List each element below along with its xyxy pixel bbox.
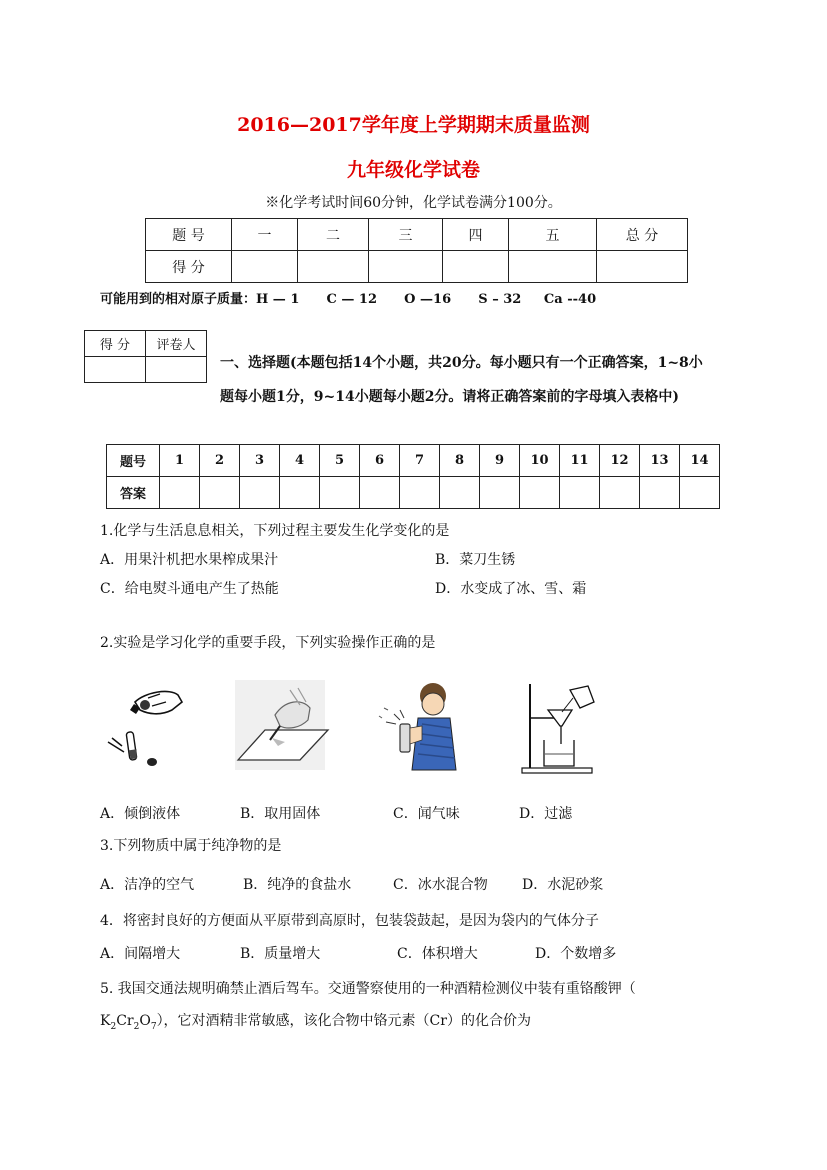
formula-k: K xyxy=(100,1013,111,1029)
answer-input-cell xyxy=(200,477,240,509)
question-5-rest: ），它对酒精非常敏感，该化合物中铬元素（Cr）的化合价为 xyxy=(156,1013,531,1029)
answer-table-label: 答案 xyxy=(107,477,160,509)
smelling-gas-icon xyxy=(378,680,468,775)
answer-number-cell: 11 xyxy=(560,445,600,477)
answer-number-cell: 10 xyxy=(520,445,560,477)
exam-note: ※化学考试时间60分钟，化学试卷满分100分。 xyxy=(265,195,562,211)
score-table-cell: 五 xyxy=(509,219,597,251)
score-input-cell xyxy=(509,251,597,283)
grader-score-cell xyxy=(85,357,146,383)
section-heading-line2: 题每小题1分，9~14小题每小题2分。请将正确答案前的字母填入表格中) xyxy=(220,389,680,405)
answer-table-label: 题号 xyxy=(107,445,160,477)
question-4-option-b: B．质量增大 xyxy=(240,946,321,962)
answer-input-cell xyxy=(280,477,320,509)
question-2-stem: 2.实验是学习化学的重要手段，下列实验操作正确的是 xyxy=(100,635,436,651)
score-table-cell: 四 xyxy=(443,219,509,251)
question-1-option-b: B．菜刀生锈 xyxy=(435,552,516,568)
answer-input-cell xyxy=(360,477,400,509)
score-table-cell: 三 xyxy=(369,219,443,251)
question-3-option-b: B．纯净的食盐水 xyxy=(243,877,352,893)
answer-input-cell xyxy=(520,477,560,509)
question-4-option-d: D．个数增多 xyxy=(535,946,617,962)
question-4-option-c: C．体积增大 xyxy=(397,946,478,962)
question-3-stem: 3.下列物质中属于纯净物的是 xyxy=(100,838,282,854)
answer-number-cell: 7 xyxy=(400,445,440,477)
question-2-option-a: A．倾倒液体 xyxy=(100,806,181,822)
score-table xyxy=(145,218,688,283)
grader-score-label: 得 分 xyxy=(85,331,146,357)
answer-input-cell xyxy=(600,477,640,509)
grader-label: 评卷人 xyxy=(146,331,207,357)
answer-number-cell: 8 xyxy=(440,445,480,477)
exam-title: 2016—2017学年度上学期期末质量监测 xyxy=(237,114,590,136)
question-5-line2 xyxy=(100,1010,531,1032)
section-heading-line1: 一、选择题(本题包括14个小题，共20分。每小题只有一个正确答案，1~8小 xyxy=(220,355,703,371)
grader-name-cell xyxy=(146,357,207,383)
score-input-cell xyxy=(298,251,369,283)
formula-cr: Cr xyxy=(116,1013,134,1029)
question-3-option-d: D．水泥砂浆 xyxy=(522,877,604,893)
atomic-mass-line: 可能用到的相对原子质量：H — 1 C — 12 O —16 S – 32 Ca --40 xyxy=(100,292,597,307)
question-2-option-c: C．闻气味 xyxy=(393,806,460,822)
answer-input-cell xyxy=(560,477,600,509)
score-input-cell xyxy=(369,251,443,283)
score-table-cell: 得 分 xyxy=(146,251,232,283)
answer-number-cell: 14 xyxy=(680,445,720,477)
score-table-cell: 总 分 xyxy=(597,219,688,251)
answer-number-cell: 3 xyxy=(240,445,280,477)
score-input-cell xyxy=(232,251,298,283)
answer-input-cell xyxy=(480,477,520,509)
answer-number-cell: 4 xyxy=(280,445,320,477)
formula-o-sub: 7 xyxy=(150,1021,157,1032)
answer-input-cell xyxy=(640,477,680,509)
answer-number-cell: 6 xyxy=(360,445,400,477)
score-table-cell: 二 xyxy=(298,219,369,251)
answer-number-cell: 12 xyxy=(600,445,640,477)
score-table-cell: 一 xyxy=(232,219,298,251)
question-4-option-a: A．间隔增大 xyxy=(100,946,181,962)
formula-k-sub: 2 xyxy=(110,1021,117,1032)
question-1-option-d: D．水变成了冰、雪、霜 xyxy=(435,581,587,597)
question-2-option-b: B．取用固体 xyxy=(240,806,321,822)
answer-input-cell xyxy=(400,477,440,509)
score-table-cell: 题 号 xyxy=(146,219,232,251)
filtration-icon xyxy=(518,680,603,775)
answer-number-cell: 1 xyxy=(160,445,200,477)
exam-subtitle: 九年级化学试卷 xyxy=(346,159,480,181)
answer-number-cell: 9 xyxy=(480,445,520,477)
score-input-cell xyxy=(597,251,688,283)
answer-input-cell xyxy=(160,477,200,509)
question-1-option-a: A．用果汁机把水果榨成果汁 xyxy=(100,552,279,568)
solid-powder-icon xyxy=(230,680,330,775)
answer-table xyxy=(106,444,720,509)
formula-o: O xyxy=(139,1013,151,1029)
answer-input-cell xyxy=(680,477,720,509)
question-1-option-c: C．给电熨斗通电产生了热能 xyxy=(100,581,279,597)
answer-input-cell xyxy=(320,477,360,509)
question-4-stem: 4．将密封良好的方便面从平原带到高原时，包装袋鼓起，是因为袋内的气体分子 xyxy=(100,913,599,929)
question-5-stem: 5. 我国交通法规明确禁止酒后驾车。交通警察使用的一种酒精检测仪中装有重铬酸钾（ xyxy=(100,981,636,997)
question-3-option-a: A．洁净的空气 xyxy=(100,877,195,893)
grader-table xyxy=(84,330,207,383)
score-input-cell xyxy=(443,251,509,283)
answer-number-cell: 13 xyxy=(640,445,680,477)
answer-input-cell xyxy=(440,477,480,509)
answer-number-cell: 5 xyxy=(320,445,360,477)
question-3-option-c: C．冰水混合物 xyxy=(393,877,488,893)
pouring-liquid-icon xyxy=(100,680,195,775)
question-1-stem: 1.化学与生活息息相关，下列过程主要发生化学变化的是 xyxy=(100,523,450,539)
formula-cr-sub: 2 xyxy=(133,1021,140,1032)
answer-input-cell xyxy=(240,477,280,509)
question-2-option-d: D．过滤 xyxy=(519,806,573,822)
answer-number-cell: 2 xyxy=(200,445,240,477)
